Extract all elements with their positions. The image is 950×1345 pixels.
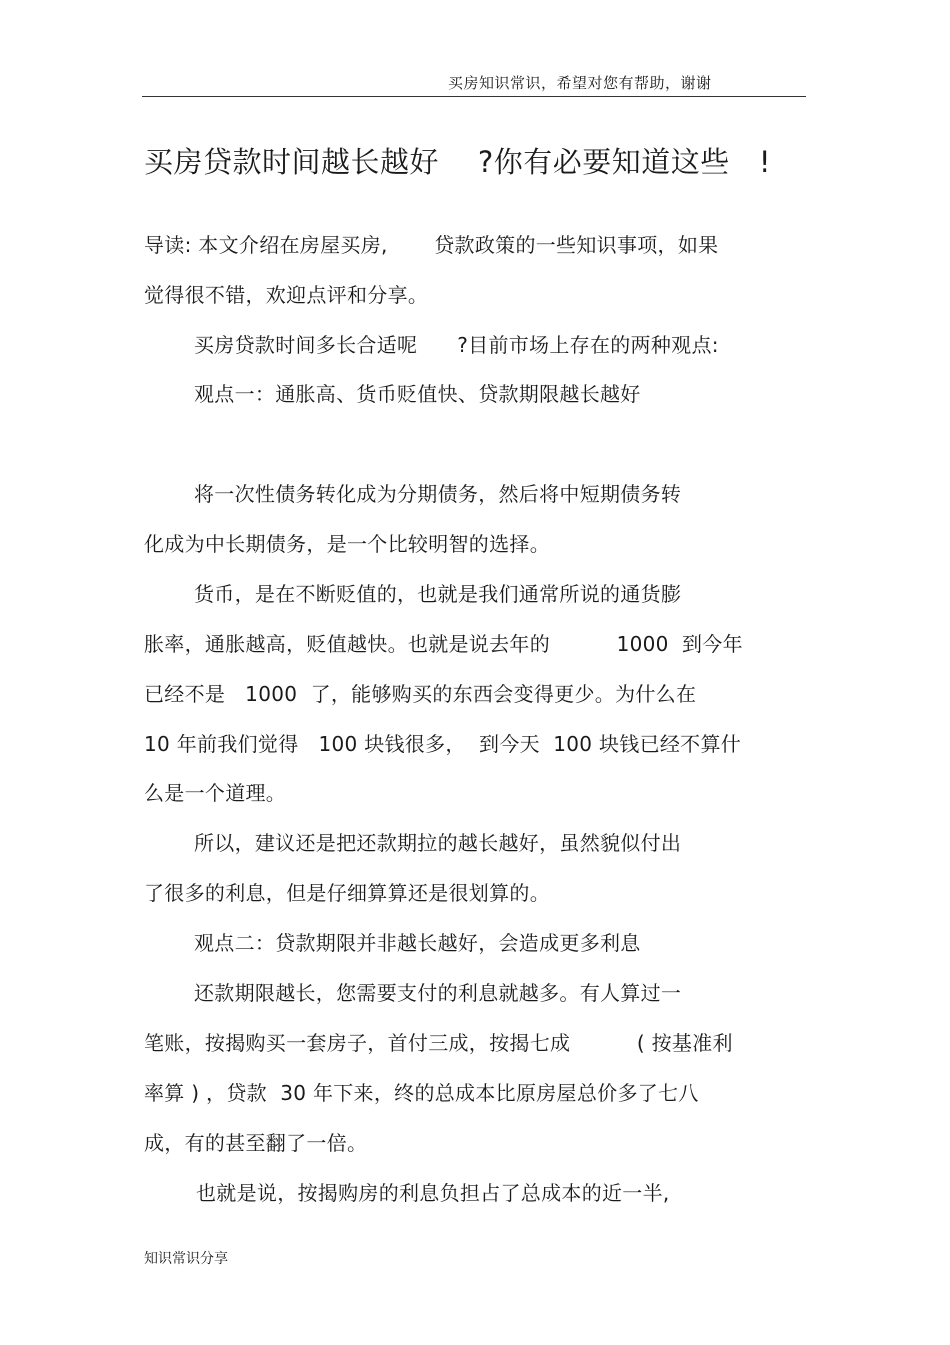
- body-line: 率算 ) ，贷款 30 年下来，终的总成本比原房屋总价多了七八: [144, 1081, 699, 1105]
- body-line: 观点二：贷款期限并非越长越好，会造成更多利息: [194, 931, 641, 955]
- page-header: [142, 70, 806, 97]
- header-text: 买房知识常识，希望对您有帮助，谢谢: [448, 74, 712, 92]
- body-line: 还款期限越长，您需要支付的利息就越多。有人算过一: [194, 981, 682, 1005]
- body-line: 也就是说，按揭购房的利息负担占了总成本的近一半,: [196, 1181, 670, 1205]
- body-line: 么是一个道理。: [144, 781, 287, 805]
- document-title: 买房贷款时间越长越好 ?你有必要知道这些 !: [144, 145, 772, 179]
- body-line: 货币，是在不断贬值的，也就是我们通常所说的通货膨: [194, 582, 682, 606]
- body-line: 观点一：通胀高、货币贬值快、贷款期限越长越好: [194, 382, 641, 406]
- body-line: 导读: 本文介绍在房屋买房, 贷款政策的一些知识事项，如果: [144, 233, 719, 257]
- page-footer: 知识常识分享: [144, 1251, 228, 1267]
- body-line: 将一次性债务转化成为分期债务，然后将中短期债务转: [194, 482, 682, 506]
- body-line: 胀率，通胀越高，贬值越快。也就是说去年的 1000 到今年: [144, 632, 743, 656]
- body-line: 所以，建议还是把还款期拉的越长越好，虽然貌似付出: [194, 831, 682, 855]
- body-line: 了很多的利息，但是仔细算算还是很划算的。: [144, 881, 550, 905]
- body-line: 10 年前我们觉得 100 块钱很多， 到今天 100 块钱已经不算什: [144, 732, 742, 756]
- body-line: 笔账，按揭购买一套房子，首付三成，按揭七成 ( 按基准利: [144, 1031, 733, 1055]
- body-line: 已经不是 1000 了，能够购买的东西会变得更少。为什么在: [144, 682, 697, 706]
- body-line: 觉得很不错，欢迎点评和分享。: [144, 283, 429, 307]
- body-line: 成，有的甚至翻了一倍。: [144, 1131, 368, 1155]
- body-line: 化成为中长期债务，是一个比较明智的选择。: [144, 532, 550, 556]
- body-line: 买房贷款时间多长合适呢 ?目前市场上存在的两种观点:: [194, 333, 719, 357]
